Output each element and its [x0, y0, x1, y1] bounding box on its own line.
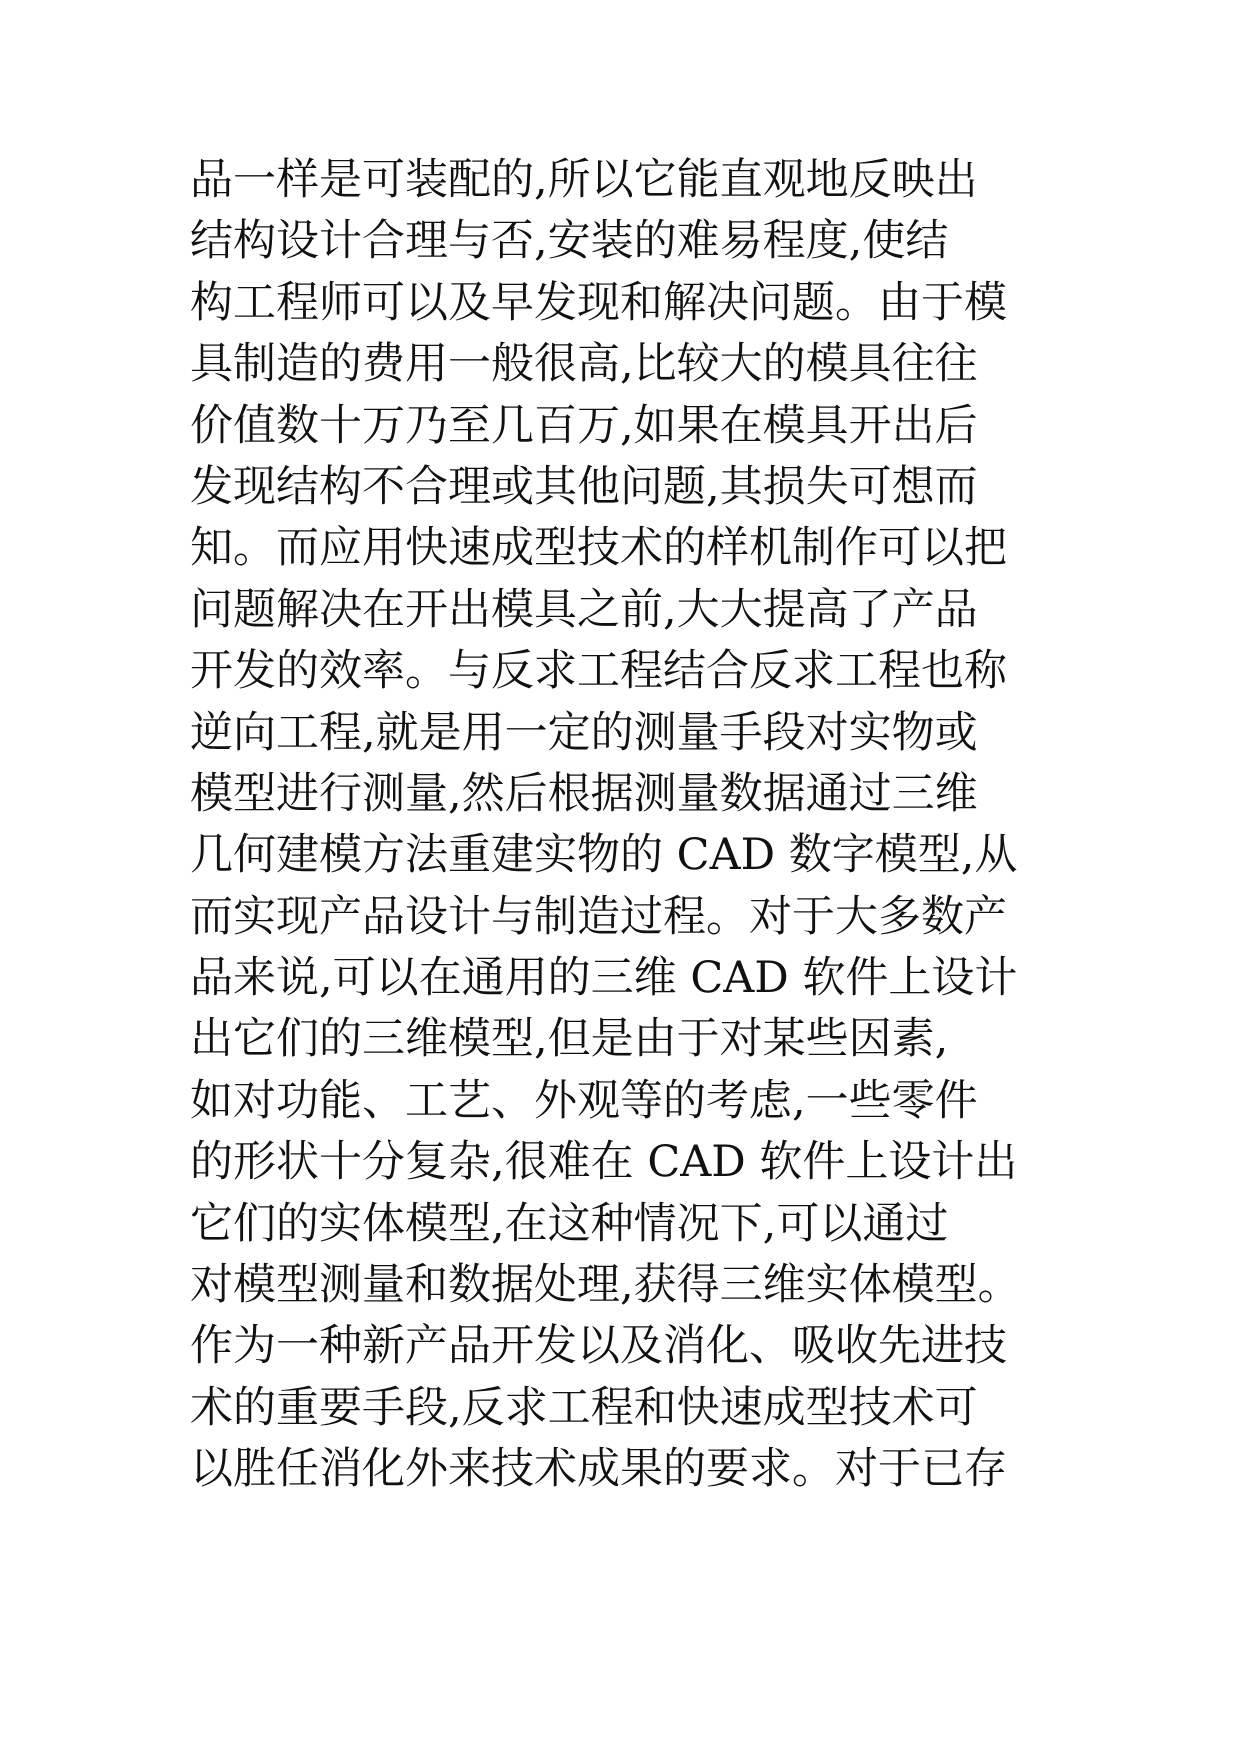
text-line: 结构设计合理与否,安装的难易程度,使结 — [190, 216, 949, 267]
text-line: 术的重要手段,反求工程和快速成型技术可 — [190, 1382, 978, 1433]
text-line: 价值数十万乃至几百万,如果在模具开出后 — [190, 400, 978, 451]
body-text — [190, 150, 1230, 1501]
text-line: 出它们的三维模型,但是由于对某些因素, — [190, 1014, 949, 1065]
text-line: 逆向工程,就是用一定的测量手段对实物或 — [190, 707, 978, 758]
text-line: 问题解决在开出模具之前,大大提高了产品 — [190, 584, 978, 635]
text-line: 对模型测量和数据处理,获得三维实体模型。 — [190, 1260, 1021, 1311]
text-line: 模型进行测量,然后根据测量数据通过三维 — [190, 768, 978, 819]
text-line: 如对功能、工艺、外观等的考虑,一些零件 — [190, 1075, 978, 1126]
text-line: 构工程师可以及早发现和解决问题。由于模 — [190, 277, 1007, 328]
text-line: 而实现产品设计与制造过程。对于大多数产 — [190, 891, 1007, 942]
text-line: 品一样是可装配的,所以它能直观地反映出 — [190, 155, 978, 205]
text-line: 几何建模方法重建实物的 CAD 数字模型,从 — [190, 830, 1018, 881]
text-line: 作为一种新产品开发以及消化、吸收先进技 — [190, 1321, 1007, 1372]
text-line: 发现结构不合理或其他问题,其损失可想而 — [190, 461, 978, 512]
text-line: 知。而应用快速成型技术的样机制作可以把 — [190, 523, 1007, 574]
text-line: 具制造的费用一般很高,比较大的模具往往 — [190, 339, 978, 390]
text-line: 它们的实体模型,在这种情况下,可以通过 — [190, 1198, 949, 1249]
text-line: 以胜任消化外来技术成果的要求。对于已存 — [190, 1444, 1007, 1495]
text-line: 开发的效率。与反求工程结合反求工程也称 — [190, 646, 1007, 697]
text-line: 的形状十分复杂,很难在 CAD 软件上设计出 — [190, 1137, 1018, 1188]
text-line: 品来说,可以在通用的三维 CAD 软件上设计 — [190, 953, 1018, 1004]
